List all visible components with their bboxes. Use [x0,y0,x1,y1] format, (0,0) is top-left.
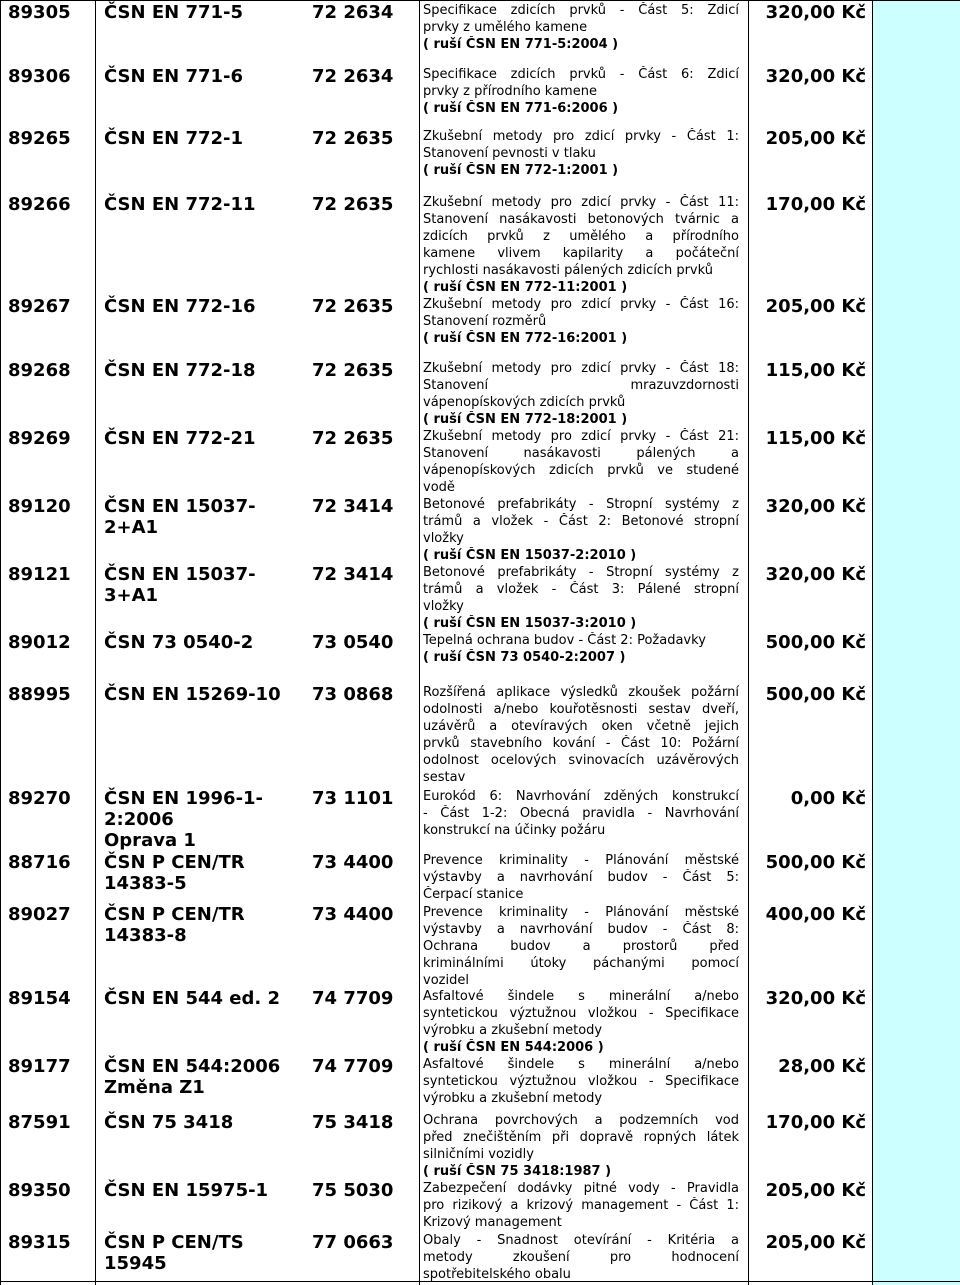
catalog-number: 87591 [8,1112,71,1133]
catalog-number: 89350 [8,1180,71,1201]
replaces-note: ( ruší ČSN 75 3418:1987 ) [423,1164,612,1179]
price: 500,00 Kč [765,684,866,705]
standard-code: ČSN EN 15037- [104,564,256,585]
standard-code: ČSN 75 3418 [104,1112,234,1133]
standard-code: ČSN EN 772-1 [104,128,244,149]
description-line: výrobku a zkušební metody [423,1091,603,1106]
description [423,2,739,53]
description [423,788,739,839]
catalog-number: 89315 [8,1232,71,1253]
catalog-number: 89154 [8,988,71,1009]
classification-code: 73 0868 [312,684,394,705]
description [423,428,739,496]
standard-code: ČSN EN 772-21 [104,428,256,449]
description-line: Čerpací stanice [423,887,524,902]
border-left [0,0,1,1285]
description-line: odolnosti a/nebo kouřotěsnosti sestav dveří, [423,702,739,717]
description [423,988,739,1056]
classification-code: 73 0540 [312,632,394,653]
description-line: Stanovení nasákavosti pálených a [423,446,739,461]
column-divider [419,0,420,1285]
description-line: Asfaltové šindele s minerální a/nebo [423,1057,739,1072]
standard-code: 14383-5 [104,873,187,894]
catalog-number: 89027 [8,904,71,925]
standard-code: 15945 [104,1253,167,1274]
catalog-number: 89267 [8,296,71,317]
description-line: vápenopískových zdicích prvků [423,395,626,410]
description-line: konstrukcí na účinky požáru [423,823,606,838]
standard-code: ČSN EN 15269-10 [104,684,281,705]
catalog-number: 88995 [8,684,71,705]
description-line: Zkušební metody pro zdicí prvky - Část 16: [423,297,739,312]
description-line: prvků stavebního kování - Část 10: Požární [423,736,739,751]
description [423,1056,739,1107]
column-divider [872,0,873,1285]
price: 170,00 Kč [765,194,866,215]
standard-code: ČSN EN 1996-1- [104,788,264,809]
standard-code: ČSN EN 772-18 [104,360,256,381]
classification-code: 74 7709 [312,988,394,1009]
description-line: uzávěrů a otevíravých oken včetně jejich [423,719,739,734]
description-line: zdicích prvků z umělého a přírodního [423,229,739,244]
description-line: metody zkoušení pro hodnocení [423,1250,739,1265]
description-line: Zabezpečení dodávky pitné vody - Pravidla [423,1181,739,1196]
catalog-number: 89269 [8,428,71,449]
description-line: Ochrana povrchových a podzemních vod [423,1113,739,1128]
classification-code: 75 3418 [312,1112,394,1133]
classification-code: 72 2635 [312,360,394,381]
classification-code: 72 2634 [312,66,394,87]
classification-code: 73 1101 [312,788,394,809]
standard-code: ČSN P CEN/TR [104,904,245,925]
description-line: silničními vozidly [423,1147,534,1162]
price: 320,00 Kč [765,564,866,585]
replaces-note: ( ruší ČSN EN 15037-3:2010 ) [423,616,637,631]
description-line: Stanovení rozměrů [423,314,547,329]
price: 0,00 Kč [790,788,866,809]
description [423,1232,739,1283]
column-divider [95,0,96,1285]
description [423,194,739,296]
price: 500,00 Kč [765,632,866,653]
description-line: Stanovení nasákavosti betonových tvárnic a [423,212,739,227]
standard-code: ČSN EN 544:2006 [104,1056,281,1077]
price: 170,00 Kč [765,1112,866,1133]
description [423,684,739,786]
description-line: prvky z přírodního kamene [423,84,597,99]
price: 205,00 Kč [765,1232,866,1253]
description-line: odolnost ocelových svinovacích uzávěrových [423,753,739,768]
description-line: trámů a vložek - Část 2: Betonové stropní [423,514,739,529]
price: 320,00 Kč [765,496,866,517]
classification-code: 72 3414 [312,496,394,517]
classification-code: 72 2635 [312,428,394,449]
replaces-note: ( ruší ČSN EN 771-6:2006 ) [423,101,619,116]
standard-code: ČSN EN 15975-1 [104,1180,269,1201]
description-line: vložky [423,531,464,546]
description [423,1180,739,1231]
description-line: kriminálními útoky páchanými pomocí [423,956,739,971]
description-line: trámů a vložek - Část 3: Pálené stropní [423,582,739,597]
price: 400,00 Kč [765,904,866,925]
catalog-number: 89120 [8,496,71,517]
description-line: Eurokód 6: Navrhování zděných konstrukcí [423,789,739,804]
replaces-note: ( ruší ČSN EN 772-18:2001 ) [423,412,628,427]
description-line: výrobku a zkušební metody [423,1023,603,1038]
description [423,66,739,117]
standard-code: ČSN P CEN/TS [104,1232,244,1253]
description-line: Zkušební metody pro zdicí prvky - Část 1: [423,129,739,144]
classification-code: 74 7709 [312,1056,394,1077]
replaces-note: ( ruší ČSN EN 15037-2:2010 ) [423,548,637,563]
classification-code: 72 2635 [312,128,394,149]
description-line: Betonové prefabrikáty - Stropní systémy z [423,497,739,512]
standard-code: ČSN P CEN/TR [104,852,245,873]
catalog-number: 89121 [8,564,71,585]
description-line: před znečištěním při dopravě ropných látek [423,1130,739,1145]
catalog-number: 89305 [8,2,71,23]
catalog-number: 89270 [8,788,71,809]
standard-code: ČSN EN 772-16 [104,296,256,317]
replaces-note: ( ruší ČSN EN 772-1:2001 ) [423,163,619,178]
price: 205,00 Kč [765,296,866,317]
price: 205,00 Kč [765,128,866,149]
description-line: Specifikace zdicích prvků - Část 5: Zdicí [423,3,739,18]
description-line: Zkušební metody pro zdicí prvky - Část 11: [423,195,739,210]
standard-code: 14383-8 [104,925,187,946]
price: 320,00 Kč [765,988,866,1009]
classification-code: 72 3414 [312,564,394,585]
description [423,128,739,179]
description-line: Krizový management [423,1215,562,1230]
replaces-note: ( ruší ČSN EN 772-11:2001 ) [423,280,628,295]
price: 28,00 Kč [778,1056,866,1077]
description-line: výstavby a navrhování budov - Část 5: [423,870,739,885]
classification-code: 77 0663 [312,1232,394,1253]
description-line: Stanovení pevnosti v tlaku [423,146,596,161]
catalog-number: 89012 [8,632,71,653]
replaces-note: ( ruší ČSN EN 544:2006 ) [423,1040,604,1055]
standard-code: Oprava 1 [104,830,196,851]
column-divider [748,0,749,1285]
standard-code: ČSN EN 772-11 [104,194,256,215]
description-line: výstavby a navrhování budov - Část 8: [423,922,739,937]
description-line: Specifikace zdicích prvků - Část 6: Zdicí [423,67,739,82]
standard-code: ČSN EN 544 ed. 2 [104,988,281,1009]
description-line: vložky [423,599,464,614]
description [423,1112,739,1180]
classification-code: 73 4400 [312,904,394,925]
price: 500,00 Kč [765,852,866,873]
description-line: Rozšířená aplikace výsledků zkoušek požární [423,685,739,700]
description [423,632,739,666]
description-line: Prevence kriminality - Plánování městské [423,905,739,920]
standard-code: ČSN 73 0540-2 [104,632,254,653]
standard-code: 2:2006 [104,809,174,830]
classification-code: 72 2635 [312,296,394,317]
standard-code: 3+A1 [104,585,159,606]
standard-code: ČSN EN 771-5 [104,2,244,23]
description-line: Asfaltové šindele s minerální a/nebo [423,989,739,1004]
description-line: - Část 1-2: Obecná pravidla - Navrhování [423,806,739,821]
description-line: rychlosti nasákavosti pálených zdicích prvků [423,263,713,278]
replaces-note: ( ruší ČSN EN 772-16:2001 ) [423,331,628,346]
price: 205,00 Kč [765,1180,866,1201]
catalog-number: 89177 [8,1056,71,1077]
replaces-note: ( ruší ČSN EN 771-5:2004 ) [423,37,619,52]
description-line: vápenopískových zdicích prvků ve studené [423,463,739,478]
description-line: kamene vlivem kapilarity a počáteční [423,246,739,261]
catalog-number: 89265 [8,128,71,149]
price: 320,00 Kč [765,2,866,23]
price: 320,00 Kč [765,66,866,87]
classification-code: 72 2634 [312,2,394,23]
description [423,852,739,903]
classification-code: 73 4400 [312,852,394,873]
description-line: Zkušební metody pro zdicí prvky - Část 18: [423,361,739,376]
classification-code: 75 5030 [312,1180,394,1201]
standard-code: Změna Z1 [104,1077,205,1098]
border-top [0,0,960,1]
catalog-number: 89266 [8,194,71,215]
description-line: spotřebitelského obalu [423,1267,571,1282]
description-line: prvky z umělého kamene [423,20,588,35]
description-line: syntetickou výztužnou vložkou - Specifikace [423,1006,739,1021]
catalog-number: 88716 [8,852,71,873]
description-line: vozidel [423,973,469,988]
description [423,496,739,564]
description [423,296,739,347]
description-line: Prevence kriminality - Plánování městské [423,853,739,868]
description-line: pro rizikový a krizový management - Část 1: [423,1198,739,1213]
description-line: Zkušební metody pro zdicí prvky - Část 21: [423,429,739,444]
price: 115,00 Kč [765,360,866,381]
standard-code: 2+A1 [104,517,159,538]
description [423,360,739,428]
description [423,904,739,989]
classification-code: 72 2635 [312,194,394,215]
catalog-number: 89268 [8,360,71,381]
description [423,564,739,632]
description-line: Ochrana budov a prostorů před [423,939,739,954]
catalog-number: 89306 [8,66,71,87]
replaces-note: ( ruší ČSN 73 0540-2:2007 ) [423,650,626,665]
description-line: syntetickou výztužnou vložkou - Specifikace [423,1074,739,1089]
standard-code: ČSN EN 771-6 [104,66,244,87]
description-line: Stanovení mrazuvzdornosti [423,378,739,393]
description-line: Obaly - Snadnost otevírání - Kritéria a [423,1233,739,1248]
highlight-column [872,0,960,1285]
price: 115,00 Kč [765,428,866,449]
description-line: Tepelná ochrana budov - Část 2: Požadavky [423,633,706,648]
description-line: sestav [423,770,466,785]
description-line: vodě [423,480,455,495]
standard-code: ČSN EN 15037- [104,496,256,517]
description-line: Betonové prefabrikáty - Stropní systémy z [423,565,739,580]
